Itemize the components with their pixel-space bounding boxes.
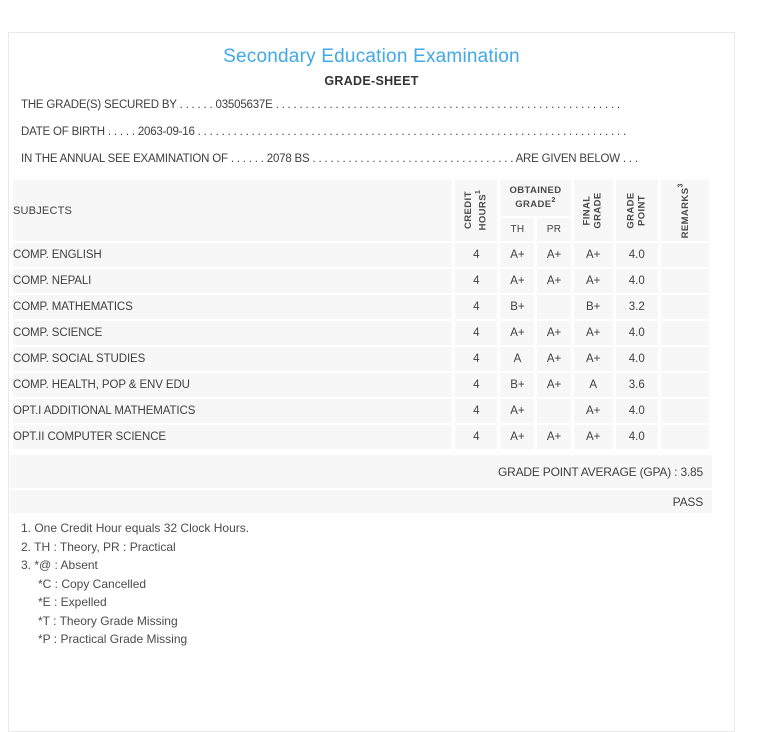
remarks-cell [661, 347, 709, 371]
dot-leader: . . . . . [107, 126, 135, 138]
remarks-label: REMARKS$^3$ [678, 182, 692, 239]
date-of-birth-value: 2063-09-16 [137, 126, 195, 138]
table-row [13, 269, 709, 293]
result-status-row [10, 490, 712, 513]
footnote-ref-3: 3 [678, 182, 686, 188]
dot-leader: . . . [622, 153, 638, 165]
pr-grade-cell: A+ [537, 347, 570, 371]
remarks-cell [661, 399, 709, 423]
grade-sheet-panel [8, 32, 735, 732]
final-grade-cell: B+ [574, 295, 613, 319]
column-header-grade-point [616, 180, 658, 241]
final-grade-cell: A+ [574, 347, 613, 371]
footnote-ref-2: 2 [551, 197, 556, 205]
credit-cell: 4 [455, 269, 497, 293]
subject-cell: COMP. HEALTH, POP & ENV EDU [13, 373, 452, 397]
footnote-ref-1: 1 [474, 190, 482, 195]
dot-leader: . . . . . . [179, 99, 213, 111]
info-suffix: ARE GIVEN BELOW [515, 153, 620, 165]
grade-point-cell: 4.0 [616, 425, 658, 449]
subject-cell: OPT.II COMPUTER SCIENCE [13, 425, 452, 449]
th-grade-cell: A+ [500, 269, 534, 293]
pr-grade-cell: A+ [537, 373, 570, 397]
subject-cell: COMP. SOCIAL STUDIES [13, 347, 452, 371]
credit-hours-line2: HOURS$^1$ [474, 190, 488, 231]
th-grade-cell: A+ [500, 425, 534, 449]
credit-cell: 4 [455, 243, 497, 267]
obtained-grade-line2: GRADE$^2$ [515, 197, 556, 211]
dot-leader: . . . . . . . . . . . . . . . . . . . . . . . . . . . . . . . . . . . . . . . . . . . . . . . . . . . . . . . . . . [275, 99, 621, 111]
grade-point-cell: 4.0 [616, 269, 658, 293]
dot-leader: . . . . . . [230, 153, 264, 165]
table-row [13, 295, 709, 319]
obtained-grade-line1: OBTAINED [509, 184, 562, 196]
table-row [13, 399, 709, 423]
candidate-info [21, 92, 666, 173]
footnote-line: 3. *@ : Absent [21, 558, 98, 572]
credit-cell: 4 [455, 321, 497, 345]
credit-cell: 4 [455, 295, 497, 319]
column-header-obtained-grade [500, 180, 570, 216]
table-row [13, 373, 709, 397]
pr-grade-cell: A+ [537, 425, 570, 449]
info-label: DATE OF BIRTH [21, 126, 105, 138]
final-grade-cell: A [574, 373, 613, 397]
grade-point-cell: 4.0 [616, 321, 658, 345]
footnote-line: 1. One Credit Hour equals 32 Clock Hours. [21, 521, 250, 535]
subject-cell: COMP. ENGLISH [13, 243, 452, 267]
final-grade-cell: A+ [574, 243, 613, 267]
info-line-date-of-birth [21, 119, 666, 146]
page-title: Secondary Education Examination [223, 46, 520, 67]
table-row [13, 243, 709, 267]
table-row [13, 321, 709, 345]
pr-grade-cell: A+ [537, 321, 570, 345]
credit-cell: 4 [455, 399, 497, 423]
dot-leader: . . . . . . . . . . . . . . . . . . . . . . . . . . . . . . . . . . . . . . . . . . . . . . . . . . . . . . . . . . . . . . . . . . . . . . . . [197, 126, 626, 138]
info-label: IN THE ANNUAL SEE EXAMINATION OF [21, 153, 228, 165]
grade-sheet-subtitle: GRADE-SHEET [324, 74, 419, 88]
subject-cell: OPT.I ADDITIONAL MATHEMATICS [13, 399, 452, 423]
dot-leader: . . . . . . . . . . . . . . . . . . . . . . . . . . . . . . . . . . [312, 153, 514, 165]
grade-point-line2: POINT [635, 194, 647, 227]
final-grade-line1: FINAL [581, 195, 593, 226]
final-grade-line2: GRADE [592, 192, 604, 229]
remarks-cell [661, 321, 709, 345]
grade-point-cell: 4.0 [616, 399, 658, 423]
remarks-cell [661, 373, 709, 397]
pr-grade-cell [537, 399, 570, 423]
th-grade-cell: B+ [500, 295, 534, 319]
column-header-remarks [661, 180, 709, 241]
th-grade-cell: A [500, 347, 534, 371]
remarks-cell [661, 425, 709, 449]
exam-year-value: 2078 BS [266, 153, 310, 165]
column-header-th: TH [500, 218, 534, 241]
footnote-line: *P : Practical Grade Missing [38, 632, 188, 646]
info-line-grades-secured-by [21, 92, 666, 119]
column-header-credit-hours [455, 180, 497, 241]
remarks-cell [661, 269, 709, 293]
footnote-line: *E : Expelled [38, 595, 107, 609]
final-grade-cell: A+ [574, 425, 613, 449]
grade-point-cell: 3.2 [616, 295, 658, 319]
column-header-subjects: SUBJECTS [13, 180, 452, 241]
pr-grade-cell [537, 295, 570, 319]
th-grade-cell: B+ [500, 373, 534, 397]
info-line-exam-year [21, 146, 666, 173]
column-header-final-grade [574, 180, 613, 241]
footnote-line: *T : Theory Grade Missing [38, 613, 178, 628]
footnote-line: *C : Copy Cancelled [38, 576, 147, 591]
footnotes-section [21, 519, 734, 649]
final-grade-cell: A+ [574, 269, 613, 293]
th-grade-cell: A+ [500, 399, 534, 423]
pr-grade-cell: A+ [537, 269, 570, 293]
credit-cell: 4 [455, 425, 497, 449]
gpa-summary-row [10, 455, 712, 488]
symbol-number-value: 03505637E [215, 99, 273, 111]
info-label: THE GRADE(S) SECURED BY [21, 99, 177, 111]
footnote-line: 2. TH : Theory, PR : Practical [21, 539, 176, 554]
grades-table [10, 178, 712, 451]
subject-cell: COMP. NEPALI [13, 269, 452, 293]
remarks-cell [661, 243, 709, 267]
subject-cell: COMP. SCIENCE [13, 321, 452, 345]
pr-grade-cell: A+ [537, 243, 570, 267]
table-row [13, 425, 709, 449]
grade-point-cell: 4.0 [616, 243, 658, 267]
column-header-pr: PR [537, 218, 570, 241]
grade-point-cell: 3.6 [616, 373, 658, 397]
grade-point-line1: GRADE [625, 192, 637, 229]
final-grade-cell: A+ [574, 399, 613, 423]
gpa-value-text: GRADE POINT AVERAGE (GPA) : 3.85 [498, 464, 703, 479]
remarks-cell [661, 295, 709, 319]
credit-cell: 4 [455, 373, 497, 397]
subject-cell: COMP. MATHEMATICS [13, 295, 452, 319]
final-grade-cell: A+ [574, 321, 613, 345]
th-grade-cell: A+ [500, 321, 534, 345]
result-status-text: PASS [672, 494, 703, 509]
credit-hours-line1: CREDIT [463, 191, 475, 230]
credit-cell: 4 [455, 347, 497, 371]
th-grade-cell: A+ [500, 243, 534, 267]
table-row [13, 347, 709, 371]
grade-point-cell: 4.0 [616, 347, 658, 371]
